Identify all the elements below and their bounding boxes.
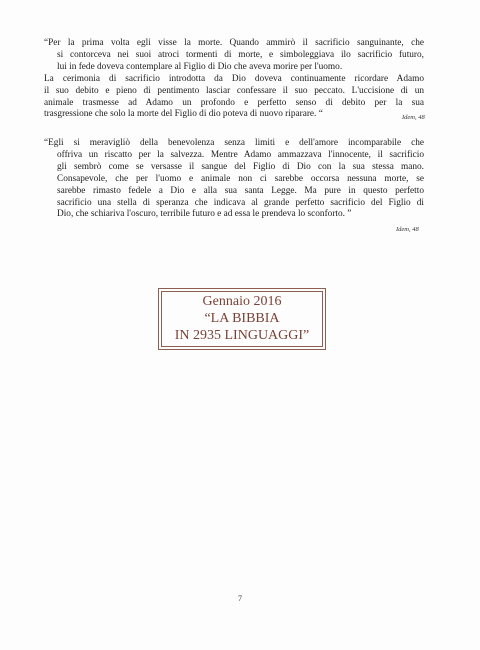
quote1-line: trasgressione che solo la morte del Figlio di dio poteva di nuovo riparare. “ <box>44 109 323 120</box>
quote1-line: La cerimonia di sacrificio introdotta da Dio doveva continuamente ricordare Adamo <box>44 73 424 84</box>
quote-paragraph-2 <box>44 138 424 221</box>
quote2-line: sacrificio una stella di speranza che indicava al grande perfetto sacrificio del Figlio di <box>57 197 424 208</box>
quote-paragraph-1 <box>44 38 424 121</box>
quote2-line: Consapevole, che per l'uomo e animale non ci sarebbe occorsa nessuna morte, se <box>57 173 424 184</box>
quote1-line: “Per la prima volta egli visse la morte. Quando ammirò il sacrificio sanguinante, che <box>44 38 424 48</box>
quote1-line: il suo debito e pieno di pentimento lasciar confessare il suo peccato. L'uccisione di un <box>44 85 424 96</box>
quote1-line: animale trasmesse ad Adamo un profondo e perfetto senso di debito per la sua <box>44 97 424 108</box>
citation-1: Idem, 48 <box>402 114 425 121</box>
quote2-line: “Egli si meravigliò della benevolenza senza limiti e dell'amore incomparabile che <box>44 138 424 148</box>
quote1-line: si contorceva nei suoi atroci tormenti di morte, e simboleggiava ilo sacrificio futuro, <box>57 49 424 60</box>
quote2-line: offriva un riscatto per la salvezza. Mentre Adamo ammazzava l'innocente, il sacrificio <box>57 149 424 160</box>
announcement-box <box>158 288 326 350</box>
quote1-line: lui in fede doveva contemplare al Figlio di Dio che aveva morire per l'uomo. <box>57 61 343 72</box>
announcement-title-line2: IN 2935 LINGUAGGI” <box>174 328 310 343</box>
citation-2: Idem, 48 <box>396 226 419 233</box>
announcement-title-line1: “LA BIBBIA <box>204 311 280 326</box>
quote2-line: Dio, che schiariva l'oscuro, terribile futuro e ad essa le prendeva lo sconforto. ” <box>57 209 352 220</box>
announcement-date: Gennaio 2016 <box>202 294 282 309</box>
quote2-line: sarebbe rimasto fedele a Dio e alla sua santa Legge. Ma pure in questo perfetto <box>57 185 424 196</box>
page-number: 7 <box>238 594 242 603</box>
quote2-line: gli sembrò come se versasse il sangue del Figlio di Dio con la sua stessa mano. <box>57 161 424 172</box>
